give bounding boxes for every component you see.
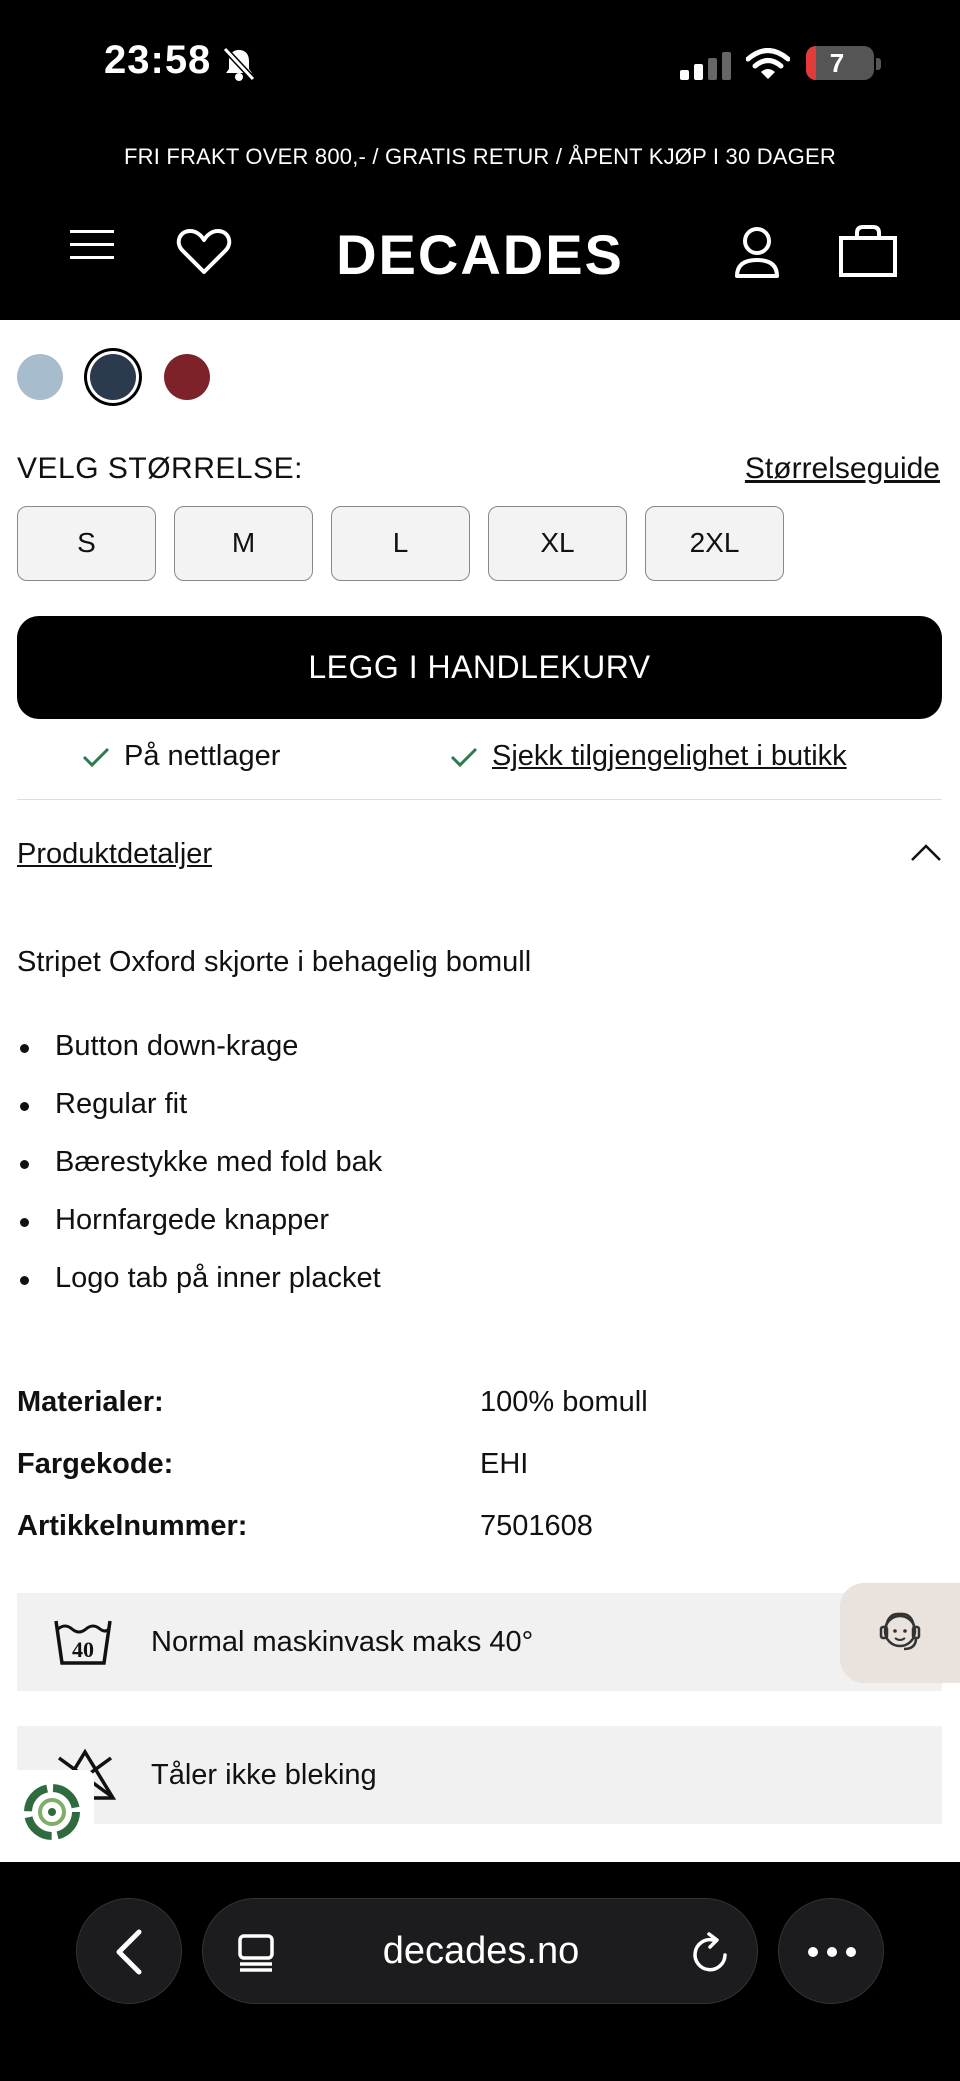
battery-icon	[806, 46, 874, 80]
care-wash-row	[17, 1593, 942, 1691]
product-details-toggle[interactable]: Produktdetaljer	[17, 838, 213, 870]
product-description: Stripet Oxford skjorte i behagelig bomull	[17, 946, 532, 978]
checkmark-icon	[450, 746, 478, 768]
site-header	[0, 184, 960, 320]
spec-key: Artikkelnummer:	[17, 1510, 248, 1542]
care-wash-text: Normal maskinvask maks 40°	[151, 1626, 534, 1658]
checkmark-icon	[82, 746, 110, 768]
spec-key: Materialer:	[17, 1386, 164, 1418]
reload-icon[interactable]	[691, 1931, 731, 1973]
bell-off-icon	[222, 46, 256, 82]
color-swatch-navy-selected[interactable]	[90, 354, 136, 400]
eco-badge[interactable]	[10, 1770, 94, 1854]
store-availability-text[interactable]: Sjekk tilgjengelighet i butikk	[492, 740, 847, 772]
size-label: VELG STØRRELSE:	[17, 452, 303, 485]
status-time: 23:58	[104, 38, 212, 82]
list-item: Button down-krage	[17, 1030, 382, 1088]
care-bleach-row	[17, 1726, 942, 1824]
size-option-m[interactable]: M	[174, 506, 313, 581]
status-bar	[0, 0, 960, 130]
signal-icon	[680, 52, 732, 80]
size-option-2xl[interactable]: 2XL	[645, 506, 784, 581]
online-stock-text: På nettlager	[124, 740, 281, 772]
spec-key: Fargekode:	[17, 1448, 174, 1480]
chevron-left-icon	[111, 1929, 147, 1975]
add-to-cart-button[interactable]: LEGG I HANDLEKURV	[17, 616, 942, 719]
url-text: decades.no	[382, 1930, 580, 1972]
wifi-icon	[746, 48, 790, 80]
size-option-l[interactable]: L	[331, 506, 470, 581]
battery-level: 7	[829, 48, 845, 78]
spec-value: 7501608	[480, 1510, 593, 1542]
size-option-s[interactable]: S	[17, 506, 156, 581]
back-button[interactable]	[76, 1898, 182, 2004]
shopping-bag-icon[interactable]	[838, 224, 898, 278]
list-item: Regular fit	[17, 1088, 382, 1146]
size-option-xl[interactable]: XL	[488, 506, 627, 581]
promo-banner: FRI FRAKT OVER 800,- / GRATIS RETUR / ÅPENT KJØP I 30 DAGER	[0, 130, 960, 184]
color-swatch-burgundy[interactable]	[164, 354, 210, 400]
site-logo[interactable]: DECADES	[336, 223, 624, 286]
wash-temp-label: 40	[72, 1637, 94, 1662]
more-dots-icon	[807, 1945, 857, 1959]
spec-value: EHI	[480, 1448, 529, 1480]
recycle-icon	[14, 1774, 90, 1850]
color-swatch-light-blue[interactable]	[17, 354, 63, 400]
feature-list	[17, 1030, 382, 1320]
store-availability-link[interactable]	[450, 740, 847, 773]
online-stock-status	[82, 740, 280, 773]
care-bleach-text: Tåler ikke bleking	[151, 1759, 377, 1791]
chevron-up-icon[interactable]	[910, 842, 942, 862]
more-options-button[interactable]	[778, 1898, 884, 2004]
list-item: Bærestykke med fold bak	[17, 1146, 382, 1204]
size-guide-link[interactable]: Størrelseguide	[744, 452, 940, 485]
address-bar[interactable]	[202, 1898, 758, 2004]
support-agent-icon	[876, 1607, 924, 1659]
account-icon[interactable]	[734, 226, 780, 280]
divider	[17, 799, 942, 800]
list-item: Hornfargede knapper	[17, 1204, 382, 1262]
customer-support-button[interactable]	[840, 1583, 960, 1683]
spec-value: 100% bomull	[480, 1386, 648, 1418]
browser-toolbar	[0, 1862, 960, 2081]
list-item: Logo tab på inner placket	[17, 1262, 382, 1320]
wash-40-icon	[53, 1615, 113, 1667]
